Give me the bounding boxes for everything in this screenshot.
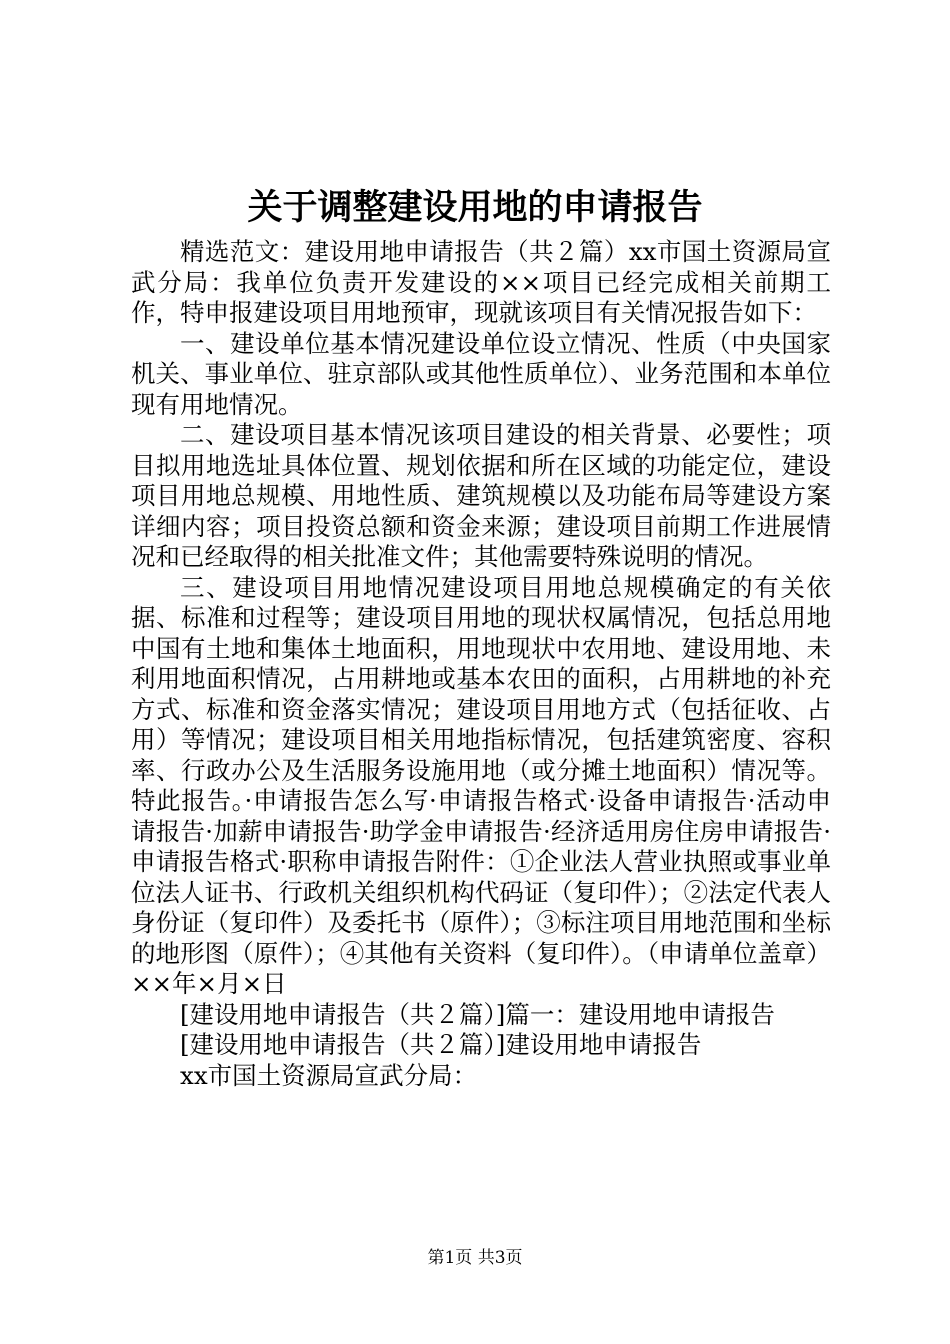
paragraph-section-1: 一、建设单位基本情况建设单位设立情况、性质（中央国家机关、事业单位、驻京部队或其他性质单位）、业务范围和本单位现有用地情况。 <box>131 328 831 419</box>
paragraph-intro: 精选范文：建设用地申请报告（共２篇）xx市国土资源局宣武分局：我单位负责开发建设的××项目已经完成相关前期工作，特申报建设项目用地预审，现就该项目有关情况报告如下： <box>131 237 831 327</box>
paragraph-salutation: xx市国土资源局宣武分局： <box>180 1060 478 1090</box>
paragraph-heading-report: [建设用地申请报告（共２篇）]建设用地申请报告 <box>180 1030 702 1059</box>
paragraph-section-3: 三、建设项目用地情况建设项目用地总规模确定的有关依据、标准和过程等；建设项目用地的现状权属情况，包括总用地中国有土地和集体土地面积，用地现状中农用地、建设用地、未利用地面积情况，占用耕地或基本农田的面积，占用耕地的补充方式、标准和资金落实情况；建设项目用地方式（包括征收、占用）等情况；建设项目相关用地指标情况，包括建筑密度、容积率、行政办公及生活服务设施用地（或分摊土地面积）情况等。特此报告。·申请报告怎么写·申请报告格式·设备申请报告·活动申请报告·加薪申请报告·助学金申请报告·经济适用房住房申请报告·申请报告格式·职称申请报告附件：①企业法人营业执照或事业单位法人证书、行政机关组织机构代码证（复印件）；②法定代表人身份证（复印件）及委托书（原件）；③标注项目用地范围和坐标的地形图（原件）；④其他有关资料（复印件）。（申请单位盖章）××年×月×日 <box>131 572 831 998</box>
page-title: 关于调整建设用地的申请报告 <box>247 188 703 228</box>
paragraph-heading-part-1: [建设用地申请报告（共２篇）]篇一：建设用地申请报告 <box>180 999 775 1029</box>
page-footer: 第1页 共3页 <box>427 1248 523 1268</box>
document-body <box>131 237 831 1091</box>
paragraph-section-2: 二、建设项目基本情况该项目建设的相关背景、必要性；项目拟用地选址具体位置、规划依据和所在区域的功能定位，建设项目用地总规模、用地性质、建筑规模以及功能布局等建设方案详细内容；项目投资总额和资金来源；建设项目前期工作进展情况和已经取得的相关批准文件；其他需要特殊说明的情况。 <box>131 420 831 571</box>
